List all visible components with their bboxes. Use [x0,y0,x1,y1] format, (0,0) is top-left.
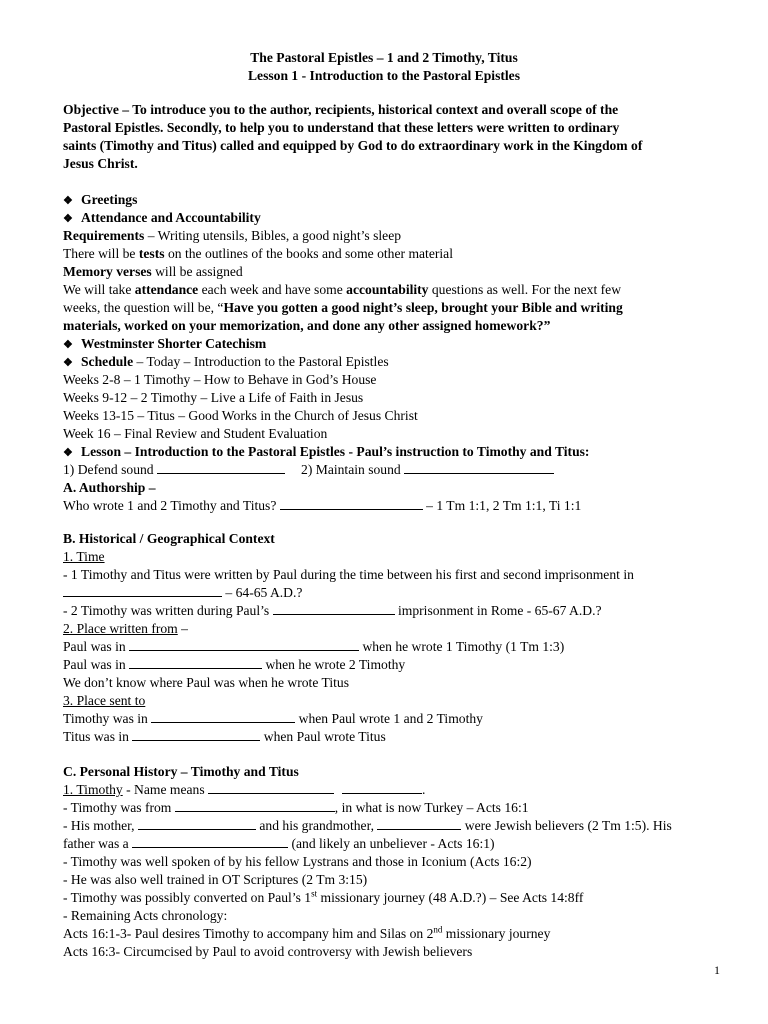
acts-line-2: Acts 16:3- Circumcised by Paul to avoid controversy with Jewish believers [63,944,473,959]
fill-in-blank [129,656,262,669]
objective-line-2: Pastoral Epistles. Secondly, to help you to understand that these letters were written to ordinary [63,120,620,135]
lesson-item: ❖ Lesson – Introduction to the Pastoral Epistles - Paul’s instruction to Timothy and Titus: [63,443,589,462]
timothy-trained-line: - He was also well trained in OT Scriptures (2 Tm 3:15) [63,872,368,887]
fill-in-blank [138,817,256,830]
place-sent-line-1: Timothy was in when Paul wrote 1 and 2 Timothy [63,711,483,726]
schedule-week: Weeks 13-15 – Titus – Good Works in the Church of Jesus Christ [63,408,418,423]
time-heading: 1. Time [63,549,105,564]
schedule-week: Week 16 – Final Review and Student Evaluation [63,426,328,441]
timothy-mother-line: - His mother, and his grandmother, were Jewish believers (2 Tm 1:5). His [63,818,672,833]
authorship-heading: A. Authorship – [63,480,156,495]
objective-line-3: saints (Timothy and Titus) called and equipped by God to do extraordinary work in the Kingdom of [63,138,643,153]
place-sent-line-2: Titus was in when Paul wrote Titus [63,729,386,744]
fill-in-blank [157,461,285,474]
schedule-week: Weeks 2-8 – 1 Timothy – How to Behave in God’s House [63,372,377,387]
attendance-line: We will take attendance each week and have some accountability questions as well. For the next few [63,282,622,297]
time-line-1: - 1 Timothy and Titus were written by Paul during the time between his first and second imprisonment in [63,567,634,582]
diamond-bullet-icon: ❖ [63,339,73,351]
place-sent-heading: 3. Place sent to [63,693,146,708]
fill-in-blank [208,781,334,794]
place-from-line-2: Paul was in when he wrote 2 Timothy [63,657,406,672]
question-line-2: materials, worked on your memorization, and done any other assigned homework?” [63,318,551,333]
timothy-from-line: - Timothy was from , in what is now Turkey – Acts 16:1 [63,800,529,815]
authorship-question: Who wrote 1 and 2 Timothy and Titus? – 1 Tm 1:1, 2 Tm 1:1, Ti 1:1 [63,498,582,513]
fill-in-blank [377,817,461,830]
acts-line-1: Acts 16:1-3- Paul desires Timothy to accompany him and Silas on 2nd missionary journey [63,924,551,941]
timothy-converted-line: - Timothy was possibly converted on Paul’s 1st missionary journey (48 A.D.?) – See Acts 14:8ff [63,888,584,905]
fill-in-blank [63,584,222,597]
objective-line-4: Jesus Christ. [63,156,138,171]
section-b-heading: B. Historical / Geographical Context [63,531,275,546]
diamond-bullet-icon: ❖ [63,195,73,207]
diamond-bullet-icon: ❖ [63,447,73,459]
fill-in-blank [273,602,395,615]
memory-line: Memory verses will be assigned [63,264,243,279]
schedule-item: ❖ Schedule – Today – Introduction to the Pastoral Epistles [63,353,389,372]
attendance-item: ❖ Attendance and Accountability [63,209,261,228]
place-from-line-1: Paul was in when he wrote 1 Timothy (1 Tm 1:3) [63,639,565,654]
fill-in-blank [342,781,422,794]
timothy-father-line: father was a (and likely an unbeliever - Acts 16:1) [63,836,495,851]
timothy-name-line: 1. Timothy - Name means . [63,782,426,797]
diamond-bullet-icon: ❖ [63,213,73,225]
place-from-heading: 2. Place written from – [63,621,188,636]
fill-in-blank [129,638,359,651]
objective-line-1: Objective – To introduce you to the author, recipients, historical context and overall scope of the [63,102,619,117]
defend-maintain-line: 1) Defend sound 2) Maintain sound [63,461,554,479]
requirements-line: Requirements – Writing utensils, Bibles, a good night’s sleep [63,228,402,243]
lesson-title: Lesson 1 - Introduction to the Pastoral Epistles [247,68,520,83]
catechism-item: ❖ Westminster Shorter Catechism [63,335,266,354]
question-line-1: weeks, the question will be, “Have you gotten a good night’s sleep, brought your Bible and writing [63,300,623,315]
fill-in-blank [151,710,295,723]
remaining-chronology-line: - Remaining Acts chronology: [63,908,228,923]
diamond-bullet-icon: ❖ [63,357,73,369]
fill-in-blank [404,461,554,474]
schedule-week: Weeks 9-12 – 2 Timothy – Live a Life of Faith in Jesus [63,390,364,405]
fill-in-blank [175,799,335,812]
page-number: 1 [714,963,720,977]
greetings-item: ❖ Greetings [63,191,137,210]
tests-line: There will be tests on the outlines of the books and some other material [63,246,453,261]
fill-in-blank [132,728,260,741]
document-title: The Pastoral Epistles – 1 and 2 Timothy, Titus [250,50,518,65]
fill-in-blank [280,497,423,510]
fill-in-blank [132,835,288,848]
section-c-heading: C. Personal History – Timothy and Titus [63,764,299,779]
timothy-spoken-line: - Timothy was well spoken of by his fellow Lystrans and those in Iconium (Acts 16:2) [63,854,532,869]
time-line-2: – 64-65 A.D.? [63,584,302,602]
time-line-3: - 2 Timothy was written during Paul’s imprisonment in Rome - 65-67 A.D.? [63,603,602,618]
place-from-line-3: We don’t know where Paul was when he wrote Titus [63,675,349,690]
